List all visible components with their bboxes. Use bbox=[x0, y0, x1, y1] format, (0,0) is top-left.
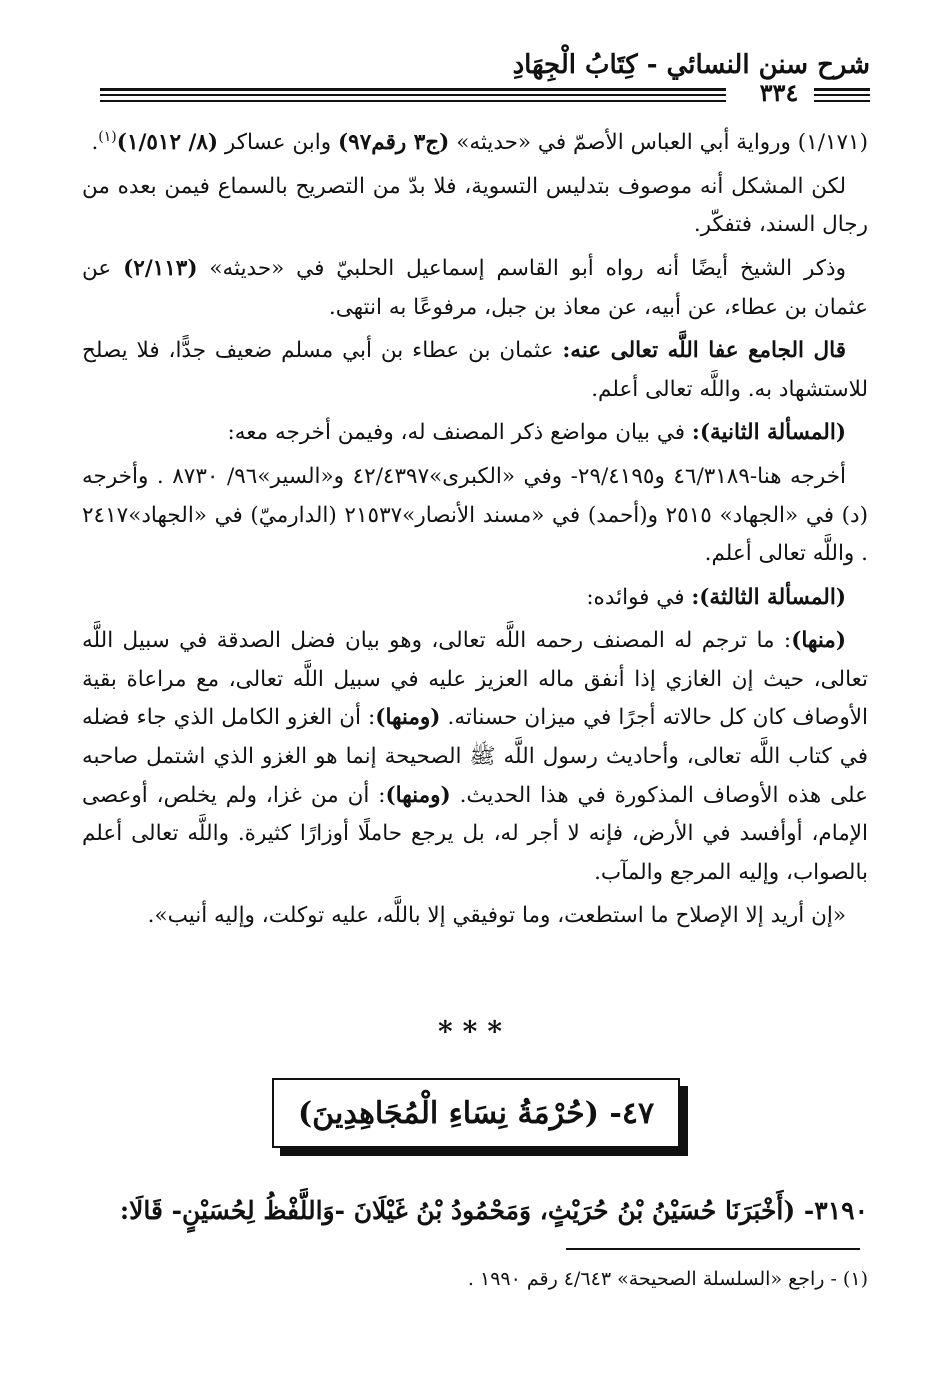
section-separator: *** bbox=[438, 1015, 512, 1048]
text-run: «إن أريد إلا الإصلاح ما استطعت، وما توفيقي إلا باللَّه، عليه توكلت، وإليه أنيب». bbox=[147, 903, 846, 929]
header-rule-top-thick bbox=[100, 88, 726, 91]
paragraph bbox=[82, 579, 868, 618]
header-rule-bottom bbox=[100, 100, 726, 102]
paragraph bbox=[82, 168, 868, 245]
bold-text: (ج٣ رقم٩٧) bbox=[337, 130, 450, 156]
text-run: وذكر الشيخ أيضًا أنه رواه أبو القاسم إسماعيل الحلبيّ في «حديثه» bbox=[197, 255, 847, 281]
body-text bbox=[82, 118, 868, 941]
running-header-title: شرح سنن النسائي - كِتَابُ الْجِهَادِ bbox=[512, 50, 870, 80]
bold-text: (المسألة الثانية): bbox=[691, 420, 846, 446]
footnote-rule bbox=[566, 1248, 860, 1250]
paragraph bbox=[82, 897, 868, 936]
text-run: عن عثمان بن عطاء، عن أبيه، عن معاذ بن جبل، مرفوعًا به انتهى. bbox=[82, 255, 868, 320]
hadith-opening: ٣١٩٠- (أَخْبَرَنَا حُسَيْنُ بْنُ حُرَيْثٍ، وَمَحْمُودُ بْنُ غَيْلَانَ -وَاللَّفْظُ لِحُسَيْنٍ- قَالَا: bbox=[119, 1196, 868, 1225]
footnote: (١) - راجع «السلسلة الصحيحة» ٤/٦٤٣ رقم ١٩٩٠ . bbox=[467, 1268, 868, 1290]
text-run: : ما ترجم له المصنف رحمه اللَّه تعالى، وهو بيان فضل الصدقة في سبيل اللَّه تعالى، حيث إن الغازي إذا أنفق ماله العزيز عليه في سبيل اللَّه تعالى، مع مراعاة بقية الأوصاف كان كل حالاته أجرًا في ميزان حسناته. bbox=[82, 628, 868, 731]
page-number: ٣٣٤ bbox=[759, 78, 799, 107]
text-run: في بيان مواضع ذكر المصنف له، وفيمن أخرجه معه: bbox=[227, 420, 692, 446]
paragraph bbox=[82, 622, 868, 892]
text-run: : أن من غزا، ولم يخلص، أوعصى الإمام، أوأفسد في الأرض، فإنه لا أجر له، بل يرجع حاملًا أوزارًا كثيرة. واللَّه تعالى أعلم بالصواب، وإليه المرجع والمآب. bbox=[82, 782, 868, 885]
text-run: . bbox=[91, 130, 99, 156]
page-number-rule-c bbox=[814, 100, 870, 102]
bold-text: (٢/١١٣) bbox=[123, 255, 198, 281]
text-run: (١/١٧١) ورواية أبي العباس الأصمّ في «حديثه» bbox=[449, 130, 868, 156]
bold-text: (المسألة الثالثة): bbox=[691, 584, 846, 610]
page-number-rule-b bbox=[814, 94, 870, 96]
chapter-heading-box bbox=[272, 1078, 680, 1148]
bold-text: (ومنها) bbox=[375, 705, 441, 731]
text-run: عثمان بن عطاء بن أبي مسلم ضعيف جدًّا، فلا يصلح للاستشهاد به. واللَّه تعالى أعلم. bbox=[82, 338, 868, 402]
paragraph bbox=[82, 250, 868, 327]
paragraph bbox=[82, 332, 868, 409]
footnote-marker: (١) bbox=[98, 129, 117, 145]
text-run: : أن الغزو الكامل الذي جاء فضله في كتاب اللَّه تعالى، وأحاديث رسول اللَّه ﷺ الصحيحة إنما هو الغزو الذي اشتمل صاحبه على هذه الأوصاف المذكورة في هذا الحديث. bbox=[82, 705, 868, 808]
text-run: وابن عساكر bbox=[218, 130, 338, 156]
paragraph bbox=[82, 118, 868, 163]
bold-text: (ومنها) bbox=[385, 782, 451, 808]
bold-text: (منها) bbox=[791, 628, 846, 654]
paragraph bbox=[82, 414, 868, 453]
text-run: لكن المشكل أنه موصوف بتدليس التسوية، فلا بدّ من التصريح بالسماع فيمن بعده من رجال السند، فتفكّر. bbox=[82, 173, 868, 238]
text-run: أخرجه هنا-٤٦/٣١٨٩ و٢٩/٤١٩٥- وفي «الكبرى»٤٢/٤٣٩٧ و«السير»٩٦/ ٨٧٣٠ . وأخرجه (د) في «الجهاد» ٢٥١٥ و(أحمد) في «مسند الأنصار»٢١٥٣٧ (الدارميّ) في «الجهاد»٢٤١٧ . واللَّه تعالى أعلم. bbox=[82, 463, 868, 567]
bold-text: (٨/ ١/٥١٢) bbox=[116, 130, 219, 156]
text-run: في فوائده: bbox=[586, 584, 692, 610]
chapter-title: ٤٧- (حُرْمَةُ نِسَاءِ الْمُجَاهِدِينَ) bbox=[297, 1095, 655, 1131]
bold-text: قال الجامع عفا اللَّه تعالى عنه: bbox=[562, 338, 846, 364]
paragraph bbox=[82, 458, 868, 574]
header-rule-top-thin bbox=[100, 94, 726, 96]
page-number-rule-a bbox=[814, 88, 870, 91]
